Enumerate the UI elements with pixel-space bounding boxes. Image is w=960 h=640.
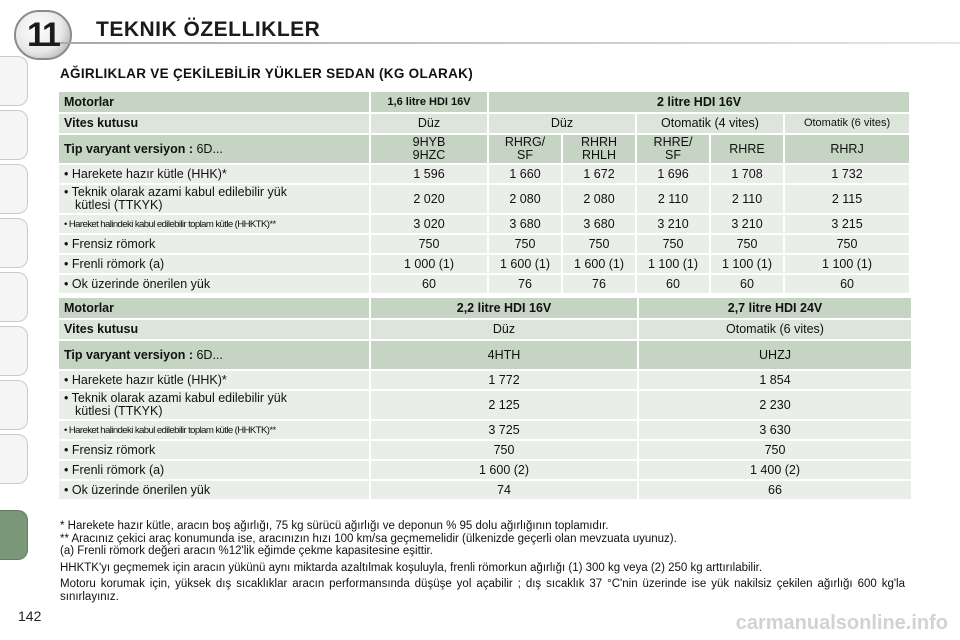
variant-label: Tip varyant versiyon : [64,347,193,362]
value-cell: 1 708 [711,165,783,183]
value-cell: 2 115 [785,185,909,213]
chapter-tab[interactable] [0,110,28,160]
section-title: AĞIRLIKLAR VE ÇEKİLEBİLİR YÜKLER SEDAN (KG OLARAK) [60,66,474,81]
value-cell: 3 725 [371,421,637,439]
value-cell: 1 600 (1) [563,255,635,273]
chapter-tab[interactable] [0,434,28,484]
chapter-badge [14,10,72,60]
row-label: • Teknik olarak azami kabul edilebilir yük [64,391,287,405]
value-cell: 750 [785,235,909,253]
variant-line: RHRJ [830,141,864,156]
gear-cell: Otomatik (6 vites) [639,320,911,339]
table-row [59,275,909,293]
table-row [59,298,911,318]
row-label: kütlesi (TTKYK) [75,404,163,418]
value-cell: 3 680 [563,215,635,233]
variant-label: Tip varyant versiyon : [64,141,193,156]
variant-label-cell [59,135,369,163]
table-row [59,135,909,163]
engine-header: 1,6 litre HDI 16V [371,92,487,112]
page-title: TEKNIK ÖZELLIKLER [96,18,321,41]
table-row [59,481,911,499]
variant-line: RHRE/ [653,135,693,149]
variant-line: 9HYB [412,135,446,149]
table-row [59,215,909,233]
variant-cell [489,135,561,163]
table-row [59,320,911,339]
gear-cell: Otomatik (6 vites) [785,114,909,133]
gear-cell: Otomatik (4 vites) [637,114,783,133]
chapter-tab[interactable] [0,56,28,106]
footnote-hhktk: HHKTK'yı geçmemek için aracın yükünü aynı miktarda azaltılmak koşuluyla, frenli römorkun ağırlığı (1) 300 kg veya (2) 250 kg arttırılabilir. [60,561,763,574]
table-row [59,92,909,112]
table-row [59,165,909,183]
value-cell: 2 125 [371,391,637,419]
row-label: • Hareket halindeki kabul edilebilir toplam kütle (HHKTK)** [59,421,369,439]
value-cell: 2 230 [639,391,911,419]
value-cell: 1 400 (2) [639,461,911,479]
vites-label: Vites kutusu [59,320,369,339]
weights-table-1 [57,90,911,295]
row-label: kütlesi (TTKYK) [75,198,163,212]
value-cell: 60 [711,275,783,293]
value-cell: 60 [371,275,487,293]
value-cell: 1 600 (2) [371,461,637,479]
value-cell: 750 [637,235,709,253]
value-cell: 750 [639,441,911,459]
table-row [59,114,909,133]
vites-label: Vites kutusu [59,114,369,133]
variant-line: RHRE [729,141,765,156]
row-label: • Harekete hazır kütle (HHK)* [59,165,369,183]
value-cell: 66 [639,481,911,499]
value-cell: 3 630 [639,421,911,439]
chapter-tab[interactable] [0,326,28,376]
value-cell: 74 [371,481,637,499]
value-cell: 3 210 [711,215,783,233]
variant-line: RHRG/ [504,135,546,149]
row-label: • Harekete hazır kütle (HHK)* [59,371,369,389]
value-cell: 1 854 [639,371,911,389]
value-cell: 1 660 [489,165,561,183]
variant-line: SF [665,148,681,162]
variant-suffix: 6D... [196,347,223,362]
row-label: • Frenli römork (a) [59,255,369,273]
variant-line: 9HZC [412,148,446,162]
row-label-cell [59,391,369,419]
table-row [59,255,909,273]
variant-cell [711,135,783,163]
value-cell: 60 [637,275,709,293]
value-cell: 2 080 [489,185,561,213]
variant-line: RHLH [581,148,617,162]
motorlar-label: Motorlar [59,92,369,112]
chapter-tab[interactable] [0,164,28,214]
value-cell: 1 672 [563,165,635,183]
value-cell: 3 210 [637,215,709,233]
gear-cell: Düz [489,114,635,133]
footnotes [60,520,905,607]
footnote-star1: * Harekete hazır kütle, aracın boş ağırlığı, 75 kg sürücü ağırlığı ve deponun % 95 dolu ağırlığının toplamıdır. [60,520,609,532]
value-cell: 2 110 [637,185,709,213]
value-cell: 1 000 (1) [371,255,487,273]
variant-cell: UHZJ [639,341,911,369]
table-row [59,341,911,369]
variant-cell [637,135,709,163]
value-cell: 1 696 [637,165,709,183]
weights-table-2 [57,296,913,501]
variant-suffix: 6D... [196,141,223,156]
footnote-engine: Motoru korumak için, yüksek dış sıcaklıklar aracın performansında düşüşe yol açabilir ; dış sıcaklık 37 °C'nin üzerinde ise yük nakilsiz çekilen ağırlığı 600 kg'la sınırlayınız. [60,578,905,603]
chapter-tab[interactable] [0,272,28,322]
value-cell: 1 100 (1) [711,255,783,273]
value-cell: 2 110 [711,185,783,213]
value-cell: 3 680 [489,215,561,233]
table-row [59,391,911,419]
value-cell: 76 [563,275,635,293]
page-number: 142 [18,608,42,624]
variant-line: SF [517,148,533,162]
variant-cell [563,135,635,163]
table-row [59,461,911,479]
variant-label-cell [59,341,369,369]
value-cell: 76 [489,275,561,293]
value-cell: 1 600 (1) [489,255,561,273]
value-cell: 60 [785,275,909,293]
chapter-tab[interactable] [0,218,28,268]
value-cell: 1 732 [785,165,909,183]
row-label: • Teknik olarak azami kabul edilebilir yük [64,185,287,199]
row-label-cell [59,185,369,213]
value-cell: 3 020 [371,215,487,233]
row-label: • Hareket halindeki kabul edilebilir toplam kütle (HHKTK)** [59,215,369,233]
row-label: • Ok üzerinde önerilen yük [59,275,369,293]
value-cell: 750 [371,441,637,459]
value-cell: 1 772 [371,371,637,389]
table-row [59,371,911,389]
value-cell: 750 [371,235,487,253]
variant-cell [371,135,487,163]
header-divider [60,42,960,44]
chapter-tab[interactable] [0,380,28,430]
value-cell: 1 596 [371,165,487,183]
value-cell: 2 080 [563,185,635,213]
footnote-a: (a) Frenli römork değeri aracın %12'lik eğimde çekme kapasitesine eşittir. [60,545,433,557]
table-row [59,421,911,439]
watermark: carmanualsonline.info [735,612,948,634]
gear-cell: Düz [371,114,487,133]
table-row [59,235,909,253]
gear-cell: Düz [371,320,637,339]
motorlar-label: Motorlar [59,298,369,318]
row-label: • Frensiz römork [59,235,369,253]
engine-header: 2 litre HDI 16V [489,92,909,112]
variant-line: RHRH [580,135,618,149]
chapter-tab-active[interactable] [0,510,28,560]
row-label: • Frenli römork (a) [59,461,369,479]
variant-cell: 4HTH [371,341,637,369]
variant-cell [785,135,909,163]
engine-header: 2,2 litre HDI 16V [371,298,637,318]
table-row [59,441,911,459]
row-label: • Frensiz römork [59,441,369,459]
value-cell: 750 [489,235,561,253]
value-cell: 750 [711,235,783,253]
value-cell: 2 020 [371,185,487,213]
value-cell: 750 [563,235,635,253]
value-cell: 1 100 (1) [785,255,909,273]
value-cell: 3 215 [785,215,909,233]
chapter-tab-rail [0,0,34,640]
chapter-number: 11 [27,15,59,54]
engine-header: 2,7 litre HDI 24V [639,298,911,318]
value-cell: 1 100 (1) [637,255,709,273]
table-row [59,185,909,213]
row-label: • Ok üzerinde önerilen yük [59,481,369,499]
footnote-star2: ** Aracınız çekici araç konumunda ise, aracınızın hızı 100 km/sa geçmemelidir (ülkenizde geçerli olan mevzuata uyunuz). [60,532,677,545]
